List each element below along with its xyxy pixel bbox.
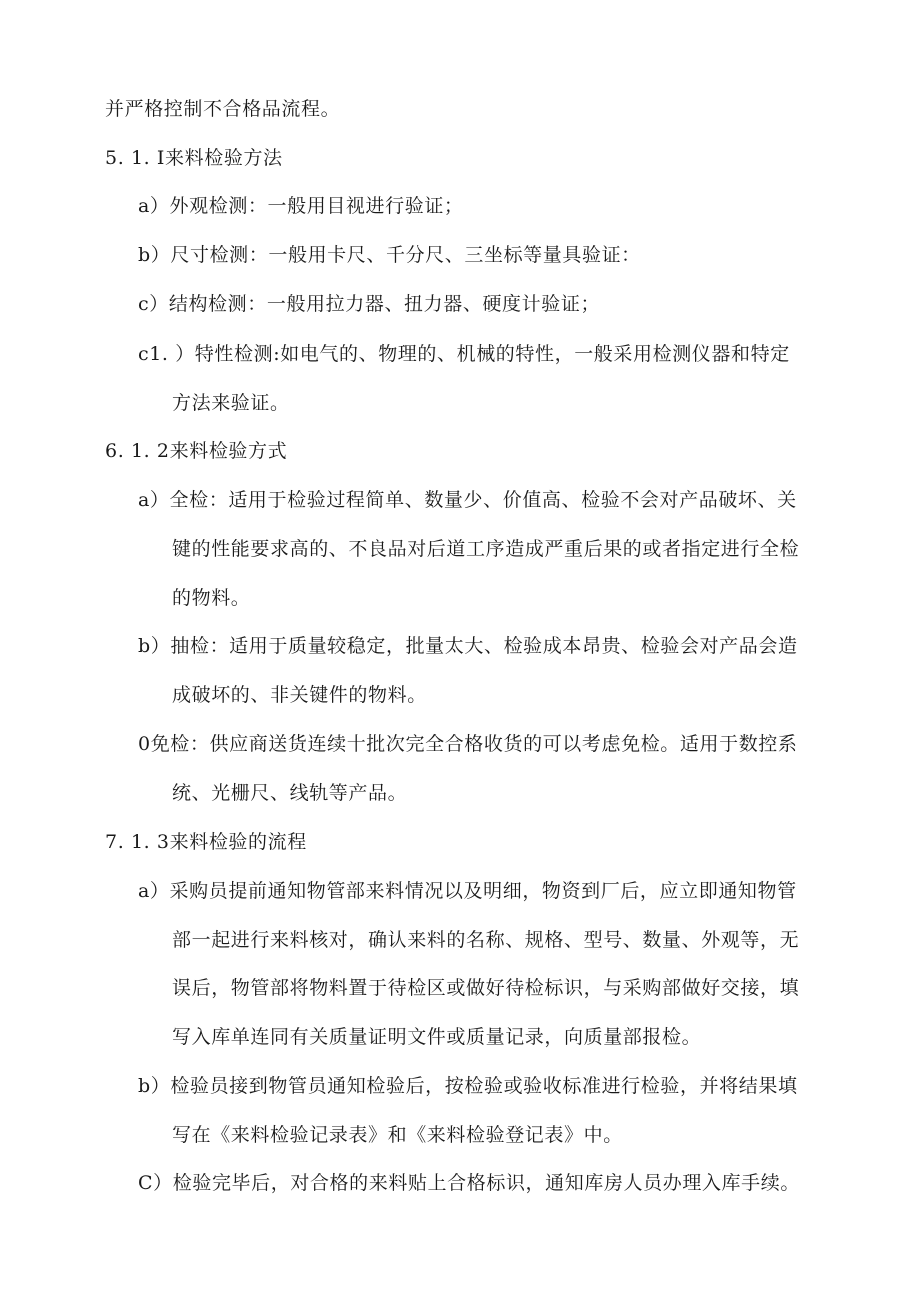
list-item-continuation: 误后，物管部将物料置于待检区或做好待检标识，与采购部做好交接，填 <box>172 977 800 999</box>
list-item: b）抽检：适用于质量较稳定，批量太大、检验成本昂贵、检验会对产品会造 <box>138 635 798 657</box>
list-item-continuation: 的物料。 <box>172 587 251 609</box>
list-item: 0免检：供应商送货连续十批次完全合格收货的可以考虑免检。适用于数控系 <box>138 733 798 755</box>
section-heading: 7. 1. 3来料检验的流程 <box>105 831 307 853</box>
list-item: c）结构检测：一般用拉力器、扭力器、硬度计验证； <box>138 293 601 315</box>
list-item: a）全检：适用于检验过程简单、数量少、价值高、检验不会对产品破坏、关 <box>138 489 797 511</box>
section-heading: 6. 1. 2来料检验方式 <box>105 440 288 462</box>
list-item-continuation: 写入库单连同有关质量证明文件或质量记录，向质量部报检。 <box>172 1026 702 1048</box>
list-item: b）尺寸检测：一般用卡尺、千分尺、三坐标等量具验证： <box>138 244 641 266</box>
list-item: b）检验员接到物管员通知检验后，按检验或验收标准进行检验，并将结果填 <box>138 1075 798 1097</box>
list-item-continuation: 部一起进行来料核对，确认来料的名称、规格、型号、数量、外观等，无 <box>172 929 800 951</box>
section-heading: 5. 1. I来料检验方法 <box>105 147 283 169</box>
list-item-continuation: 方法来验证。 <box>172 392 290 414</box>
list-item: a）外观检测：一般用目视进行验证； <box>138 195 464 217</box>
paragraph-line: 并严格控制不合格品流程。 <box>105 98 341 120</box>
list-item: C）检验完毕后，对合格的来料贴上合格标识，通知库房人员办理入库手续。 <box>138 1172 800 1194</box>
list-item: c1. ）特性检测:如电气的、物理的、机械的特性，一般采用检测仪器和特定 <box>138 343 790 365</box>
list-item-continuation: 写在《来料检验记录表》和《来料检验登记表》中。 <box>172 1124 623 1146</box>
list-item: a）采购员提前通知物管部来料情况以及明细，物资到厂后，应立即通知物管 <box>138 880 797 902</box>
list-item-continuation: 键的性能要求高的、不良品对后道工序造成严重后果的或者指定进行全检 <box>172 538 800 560</box>
list-item-continuation: 成破坏的、非关键件的物料。 <box>172 684 427 706</box>
list-item-continuation: 统、光栅尺、线轨等产品。 <box>172 782 408 804</box>
